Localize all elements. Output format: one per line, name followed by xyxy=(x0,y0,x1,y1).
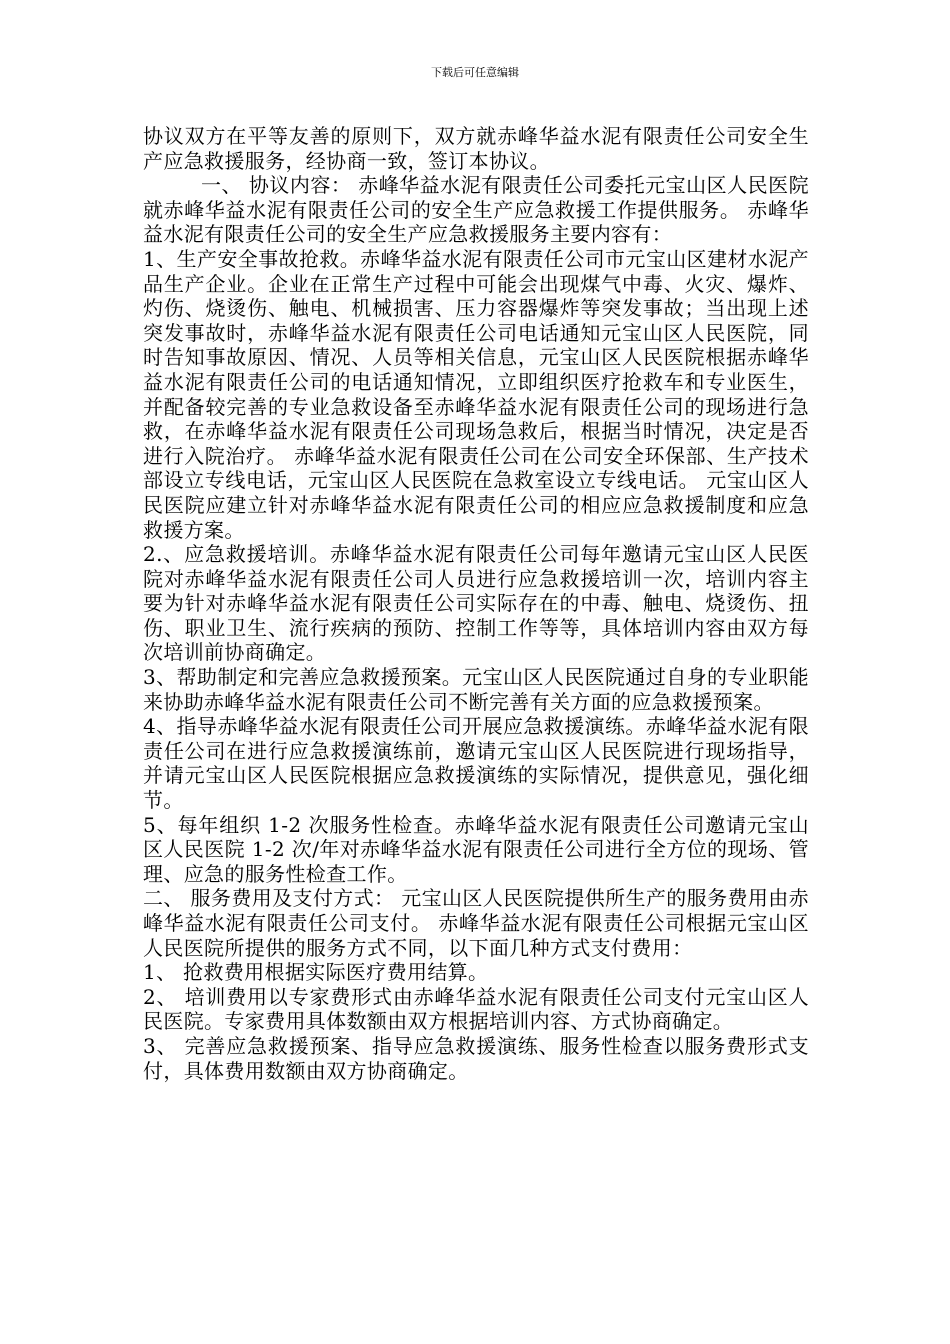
paragraph-item-2-training: 2.、应急救援培训。赤峰华益水泥有限责任公司每年邀请元宝山区人民医院对赤峰华益水泥有限责任公司人员进行应急救援培训一次，培训内容主要为针对赤峰华益水泥有限责任公司实际存在的中毒、触电、烧烫伤、扭伤、职业卫生、流行疾病的预防、控制工作等等，具体培训内容由双方每次培训前协商确定。 xyxy=(143,542,809,665)
paragraph-item-3-emergency-plan: 3、帮助制定和完善应急救援预案。元宝山区人民医院通过自身的专业职能来协助赤峰华益水泥有限责任公司不断完善有关方面的应急救援预案。 xyxy=(143,665,809,714)
paragraph-section-1-agreement-content: 一、 协议内容： 赤峰华益水泥有限责任公司委托元宝山区人民医院就赤峰华益水泥有限责任公司的安全生产应急救援工作提供服务。 赤峰华益水泥有限责任公司的安全生产应急救援服务主要内容有： xyxy=(143,173,809,247)
paragraph-item-5-inspection: 5、每年组织 1-2 次服务性检查。赤峰华益水泥有限责任公司邀请元宝山区人民医院 1-2 次/年对赤峰华益水泥有限责任公司进行全方位的现场、管理、应急的服务性检查工作。 xyxy=(143,812,809,886)
document-body xyxy=(143,124,809,1083)
paragraph-fee-item-1: 1、 抢救费用根据实际医疗费用结算。 xyxy=(143,960,489,985)
paragraph-section-2-fees: 二、 服务费用及支付方式： 元宝山区人民医院提供所生产的服务费用由赤峰华益水泥有限责任公司支付。 赤峰华益水泥有限责任公司根据元宝山区人民医院所提供的服务方式不同，以下面几种方式支付费用： xyxy=(143,886,809,960)
paragraph-preamble: 协议双方在平等友善的原则下，双方就赤峰华益水泥有限责任公司安全生产应急救援服务，经协商一致，签订本协议。 xyxy=(143,124,809,173)
paragraph-fee-item-3: 3、 完善应急救援预案、指导应急救援演练、服务性检查以服务费形式支付，具体费用数额由双方协商确定。 xyxy=(143,1033,809,1083)
paragraph-item-4-drill-guidance: 4、指导赤峰华益水泥有限责任公司开展应急救援演练。赤峰华益水泥有限责任公司在进行应急救援演练前，邀请元宝山区人民医院进行现场指导，并请元宝山区人民医院根据应急救援演练的实际情况，提供意见，强化细节。 xyxy=(143,714,809,813)
page-header-note: 下载后可任意编辑 xyxy=(431,66,519,79)
paragraph-item-1-accident-rescue: 1、生产安全事故抢救。赤峰华益水泥有限责任公司市元宝山区建材水泥产品生产企业。企业在正常生产过程中可能会出现煤气中毒、火灾、爆炸、灼伤、烧烫伤、触电、机械损害、压力容器爆炸等突发事故；当出现上述突发事故时，赤峰华益水泥有限责任公司电话通知元宝山区人民医院，同时告知事故原因、情况、人员等相关信息，元宝山区人民医院根据赤峰华益水泥有限责任公司的电话通知情况，立即组织医疗抢救车和专业医生，并配备较完善的专业急救设备至赤峰华益水泥有限责任公司的现场进行急救，在赤峰华益水泥有限责任公司现场急救后，根据当时情况，决定是否进行入院治疗。 赤峰华益水泥有限责任公司在公司安全环保部、生产技术部设立专线电话，元宝山区人民医院在急救室设立专线电话。 元宝山区人民医院应建立针对赤峰华益水泥有限责任公司的相应应急救援制度和应急救援方案。 xyxy=(143,246,809,542)
paragraph-fee-item-2: 2、 培训费用以专家费形式由赤峰华益水泥有限责任公司支付元宝山区人民医院。专家费用具体数额由双方根据培训内容、方式协商确定。 xyxy=(143,984,809,1034)
